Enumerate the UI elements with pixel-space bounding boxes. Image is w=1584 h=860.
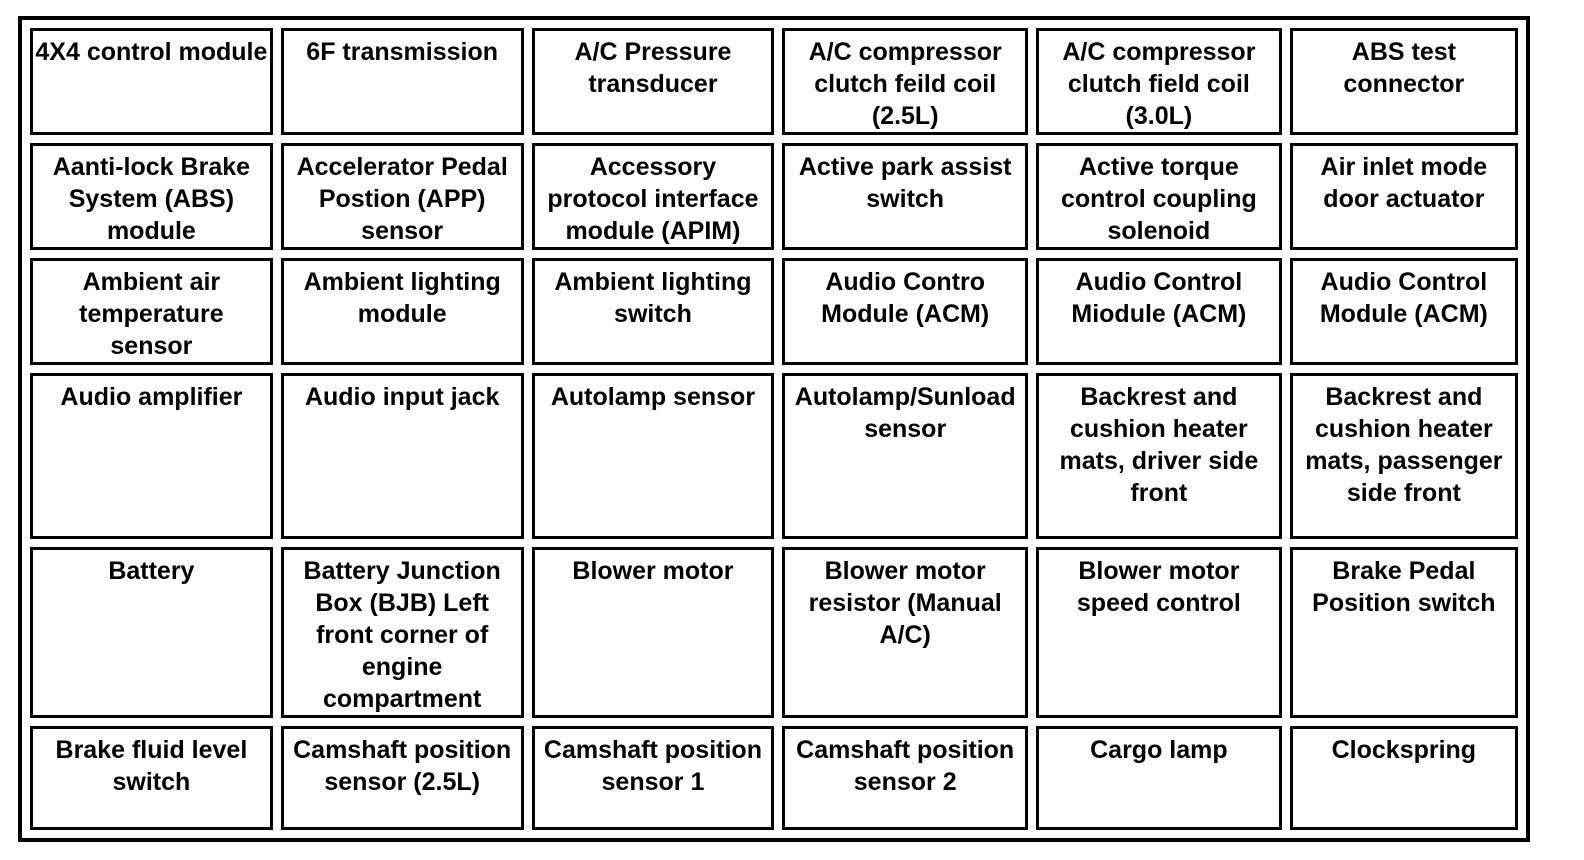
- table-cell: Ambient lighting module: [281, 258, 524, 365]
- table-cell: Autolamp/Sunload sensor: [782, 373, 1028, 539]
- table-cell: Aanti-lock Brake System (ABS) module: [30, 143, 273, 250]
- table-cell: Camshaft position sensor 2: [782, 726, 1028, 830]
- component-index-table: [18, 16, 1530, 842]
- table-cell: Battery: [30, 547, 273, 718]
- table-cell: Accelerator Pedal Postion (APP) sensor: [281, 143, 524, 250]
- table-cell: Active park assist switch: [782, 143, 1028, 250]
- table-cell: Ambient lighting switch: [532, 258, 775, 365]
- table-row: [30, 258, 1518, 365]
- table-row: [30, 28, 1518, 135]
- table-cell: Audio input jack: [281, 373, 524, 539]
- table-cell: Clockspring: [1290, 726, 1518, 830]
- table-cell: Battery Junction Box (BJB) Left front corner of engine compartment: [281, 547, 524, 718]
- table-row: [30, 143, 1518, 250]
- table-row: [30, 373, 1518, 539]
- table-cell: Camshaft position sensor (2.5L): [281, 726, 524, 830]
- table-cell: A/C Pressure transducer: [532, 28, 775, 135]
- table-cell: Audio Control Miodule (ACM): [1036, 258, 1282, 365]
- table-cell: Brake Pedal Position switch: [1290, 547, 1518, 718]
- table-cell: Brake fluid level switch: [30, 726, 273, 830]
- table-cell: A/C compressor clutch field coil (3.0L): [1036, 28, 1282, 135]
- table-row: [30, 726, 1518, 830]
- table-cell: Audio Control Module (ACM): [1290, 258, 1518, 365]
- table-row: [30, 547, 1518, 718]
- table-cell: Accessory protocol interface module (APIM): [532, 143, 775, 250]
- table-cell: 6F transmission: [281, 28, 524, 135]
- table-cell: Ambient air temperature sensor: [30, 258, 273, 365]
- table-cell: Audio amplifier: [30, 373, 273, 539]
- table-cell: A/C compressor clutch feild coil (2.5L): [782, 28, 1028, 135]
- table-cell: Cargo lamp: [1036, 726, 1282, 830]
- table-cell: 4X4 control module: [30, 28, 273, 135]
- table-cell: Autolamp sensor: [532, 373, 775, 539]
- table-cell: Active torque control coupling solenoid: [1036, 143, 1282, 250]
- table-cell: Backrest and cushion heater mats, passenger side front: [1290, 373, 1518, 539]
- table-cell: Blower motor speed control: [1036, 547, 1282, 718]
- table-cell: Audio Contro Module (ACM): [782, 258, 1028, 365]
- component-grid: [22, 20, 1526, 838]
- table-cell: Air inlet mode door actuator: [1290, 143, 1518, 250]
- table-cell: Backrest and cushion heater mats, driver side front: [1036, 373, 1282, 539]
- table-cell: Blower motor: [532, 547, 775, 718]
- table-cell: Blower motor resistor (Manual A/C): [782, 547, 1028, 718]
- table-cell: Camshaft position sensor 1: [532, 726, 775, 830]
- table-cell: ABS test connector: [1290, 28, 1518, 135]
